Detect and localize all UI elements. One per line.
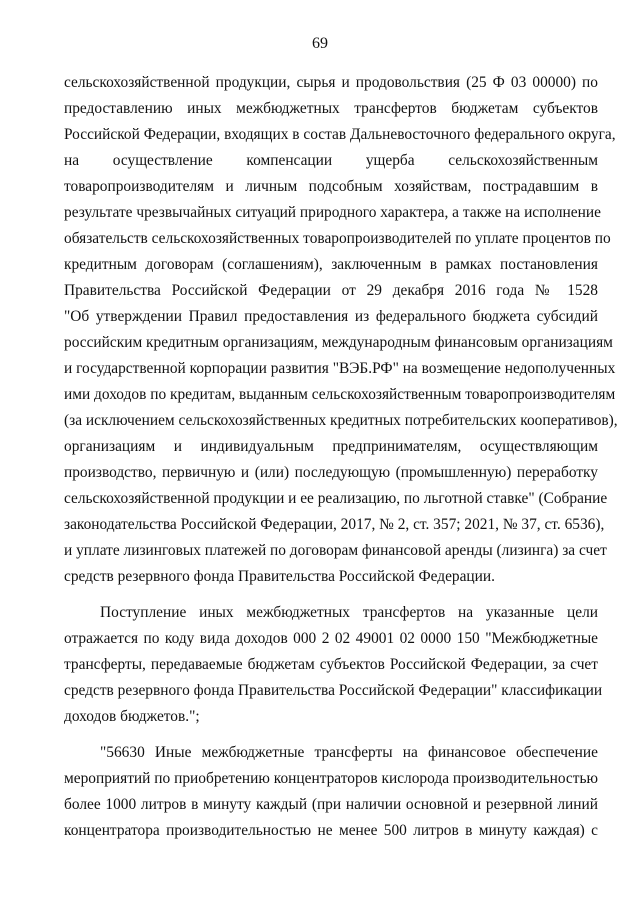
- text-line: ими доходов по кредитам, выданным сельскохозяйственным товаропроизводителям: [64, 386, 616, 403]
- text-line: организациям и индивидуальным предпринимателям, осуществляющим: [64, 438, 598, 455]
- text-line: "Об утверждении Правил предоставления из федерального бюджета субсидий: [64, 308, 598, 325]
- text-line: средств резервного фонда Правительства Российской Федерации" классификации: [64, 682, 603, 699]
- document-body: [64, 70, 618, 844]
- paragraph-gap: [64, 730, 598, 740]
- text-line: отражается по коду вида доходов 000 2 02 49001 02 0000 150 "Межбюджетные: [64, 630, 598, 647]
- paragraph-gap: [64, 590, 598, 600]
- text-line: трансферты, передаваемые бюджетам субъектов Российской Федерации, за счет: [64, 656, 598, 673]
- text-line: более 1000 литров в минуту каждый (при наличии основной и резервной линий: [64, 796, 598, 813]
- text-line: законодательства Российской Федерации, 2017, № 2, ст. 357; 2021, № 37, ст. 6536),: [64, 516, 605, 533]
- text-line: и уплате лизинговых платежей по договорам финансовой аренды (лизинга) за счет: [64, 542, 607, 559]
- text-line: доходов бюджетов.";: [64, 708, 200, 725]
- text-line: мероприятий по приобретению концентраторов кислорода производительностью: [64, 770, 598, 787]
- text-line: российским кредитным организациям, международным финансовым организациям: [64, 334, 613, 351]
- text-line: Российской Федерации, входящих в состав Дальневосточного федерального округа,: [64, 126, 616, 143]
- text-line: производство, первичную и (или) последующую (промышленную) переработку: [64, 464, 598, 481]
- text-line: сельскохозяйственной продукции, сырья и продовольствия (25 Ф 03 00000) по: [64, 74, 598, 91]
- text-line: Правительства Российской Федерации от 29 декабря 2016 года № 1528: [64, 282, 598, 299]
- text-line: обязательств сельскохозяйственных товаропроизводителей по уплате процентов по: [64, 230, 611, 247]
- text-line: средств резервного фонда Правительства Российской Федерации.: [64, 568, 495, 585]
- page-number: 69: [312, 35, 328, 52]
- text-line: Поступление иных межбюджетных трансфертов на указанные цели: [100, 604, 598, 621]
- text-line: кредитным договорам (соглашениям), заключенным в рамках постановления: [64, 256, 598, 273]
- text-line: и государственной корпорации развития "ВЭБ.РФ" на возмещение недополученных: [64, 360, 616, 377]
- text-line: предоставлению иных межбюджетных трансфертов бюджетам субъектов: [64, 100, 598, 117]
- text-line: результате чрезвычайных ситуаций природного характера, а также на исполнение: [64, 204, 601, 221]
- text-line: сельскохозяйственной продукции и ее реализацию, по льготной ставке" (Собрание: [64, 490, 608, 507]
- text-line: товаропроизводителям и личным подсобным хозяйствам, пострадавшим в: [64, 178, 598, 195]
- text-line: (за исключением сельскохозяйственных кредитных потребительских кооперативов),: [64, 412, 618, 429]
- text-line: на осуществление компенсации ущерба сельскохозяйственным: [64, 152, 598, 169]
- text-line: концентратора производительностью не менее 500 литров в минуту каждая) с: [64, 822, 598, 839]
- text-line: "56630 Иные межбюджетные трансферты на финансовое обеспечение: [100, 744, 598, 761]
